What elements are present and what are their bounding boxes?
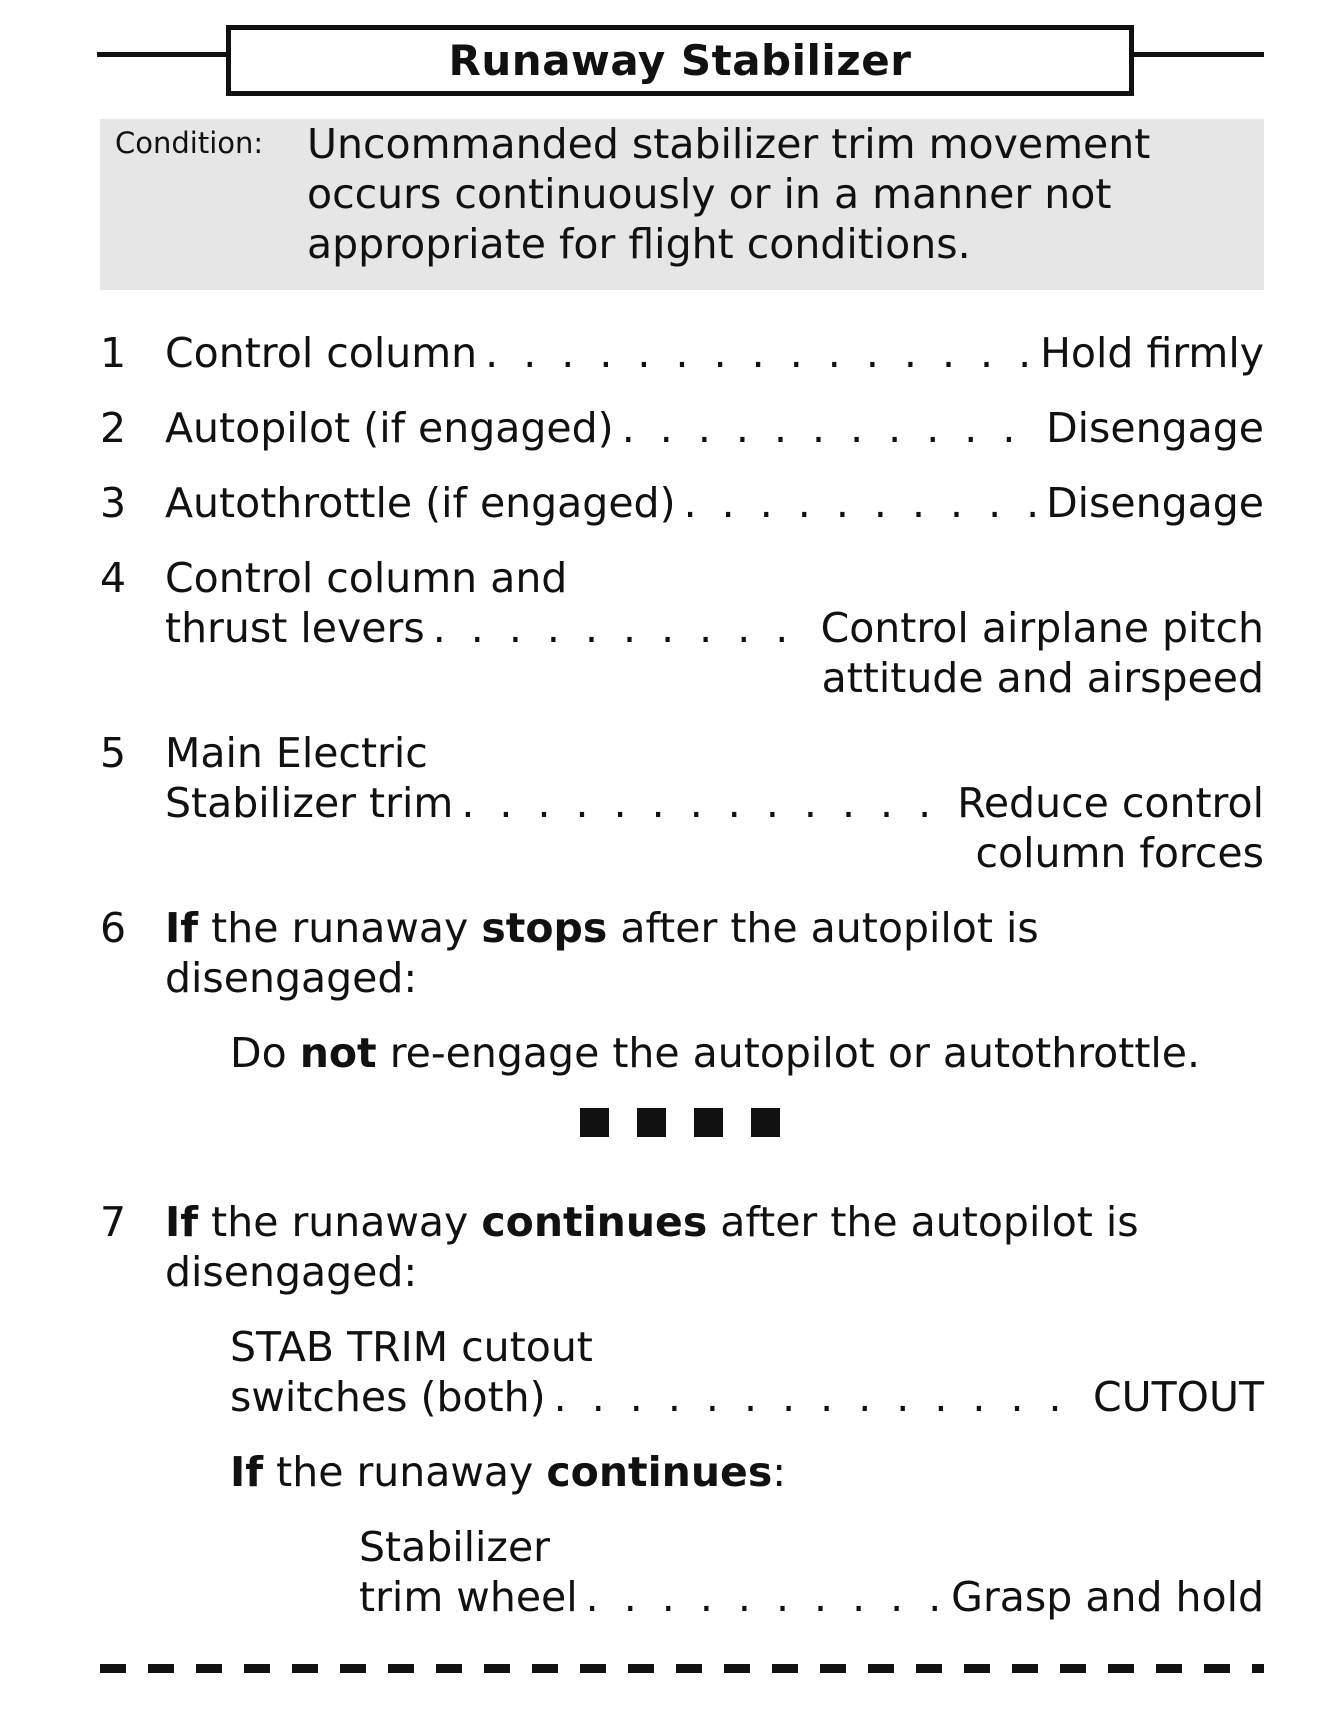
text: :: [772, 1448, 787, 1496]
condition-label: Condition:: [115, 126, 264, 160]
step-item: Main Electric: [165, 729, 428, 777]
step-item: Autothrottle (if engaged): [165, 479, 676, 527]
step-item: STAB TRIM cutout: [230, 1323, 593, 1371]
trim-wheel-substep: [359, 1522, 1264, 1622]
if-keyword: If: [165, 1198, 199, 1246]
step-action: Reduce control: [957, 779, 1264, 827]
not-keyword: not: [299, 1029, 377, 1077]
condition-line: Uncommanded stabilizer trim movement: [307, 120, 1151, 168]
leader-dots: [461, 778, 949, 828]
step-number: 6: [100, 904, 127, 952]
step-item: Stabilizer trim: [165, 779, 454, 827]
condition-box: [100, 119, 1264, 290]
step-action: column forces: [975, 829, 1264, 877]
leader-dots: [485, 328, 1032, 378]
step-item: Control column: [165, 329, 478, 377]
if-keyword: If: [230, 1448, 264, 1496]
step-item: switches (both): [230, 1373, 546, 1421]
step-item: trim wheel: [359, 1573, 578, 1621]
step-condition: [165, 903, 1264, 953]
title-rule-left: [97, 52, 227, 57]
continues-keyword: continues: [546, 1448, 773, 1496]
step-action: Disengage: [1046, 404, 1264, 452]
step-action: Disengage: [1046, 479, 1264, 527]
leader-dots: [684, 478, 1038, 528]
step-condition: disengaged:: [165, 954, 418, 1002]
step-number: 7: [100, 1198, 127, 1246]
step-number: 4: [100, 554, 127, 602]
if-keyword: If: [165, 904, 199, 952]
step-item: thrust levers: [165, 604, 425, 652]
text: after the autopilot is: [707, 1198, 1139, 1246]
continues-keyword: continues: [481, 1198, 708, 1246]
leader-dots: [586, 1572, 944, 1622]
step-action: CUTOUT: [1092, 1373, 1264, 1421]
square: [637, 1108, 666, 1137]
text: the runaway: [198, 1198, 482, 1246]
title-rule-right: [1133, 52, 1264, 57]
step-item: Autopilot (if engaged): [165, 404, 614, 452]
condition-text: [307, 119, 1247, 269]
step-condition: [230, 1447, 1264, 1497]
step-action: Hold firmly: [1040, 329, 1264, 377]
page-title: [226, 25, 1134, 96]
step-item: Stabilizer: [359, 1523, 551, 1571]
square: [751, 1108, 780, 1137]
step-condition: [165, 1197, 1264, 1247]
cutout-substep: [230, 1322, 1264, 1422]
step-action: attitude and airspeed: [821, 654, 1264, 702]
square: [580, 1108, 609, 1137]
step-instruction: [230, 1028, 1264, 1078]
condition-line: appropriate for flight conditions.: [307, 220, 971, 268]
stops-keyword: stops: [481, 904, 608, 952]
step-number: 2: [100, 404, 127, 452]
step-action: Grasp and hold: [951, 1573, 1264, 1621]
continuation-dashed-rule: [100, 1664, 1264, 1673]
leader-dots: [554, 1372, 1085, 1422]
step-number: 5: [100, 729, 127, 777]
step-number: 1: [100, 329, 127, 377]
text: after the autopilot is: [607, 904, 1039, 952]
text: the runaway: [198, 904, 482, 952]
text: the runaway: [263, 1448, 547, 1496]
square: [694, 1108, 723, 1137]
step-action: Control airplane pitch: [820, 604, 1264, 652]
end-of-procedure-marker: [580, 1108, 780, 1137]
text: Do: [230, 1029, 300, 1077]
step-item: Control column and: [165, 554, 568, 602]
step-condition: disengaged:: [165, 1248, 418, 1296]
leader-dots: [433, 603, 813, 653]
step-number: 3: [100, 479, 127, 527]
condition-line: occurs continuously or in a manner not: [307, 170, 1112, 218]
text: re-engage the autopilot or autothrottle.: [376, 1029, 1201, 1077]
leader-dots: [622, 403, 1038, 453]
page-title-text: Runaway Stabilizer: [448, 36, 912, 85]
